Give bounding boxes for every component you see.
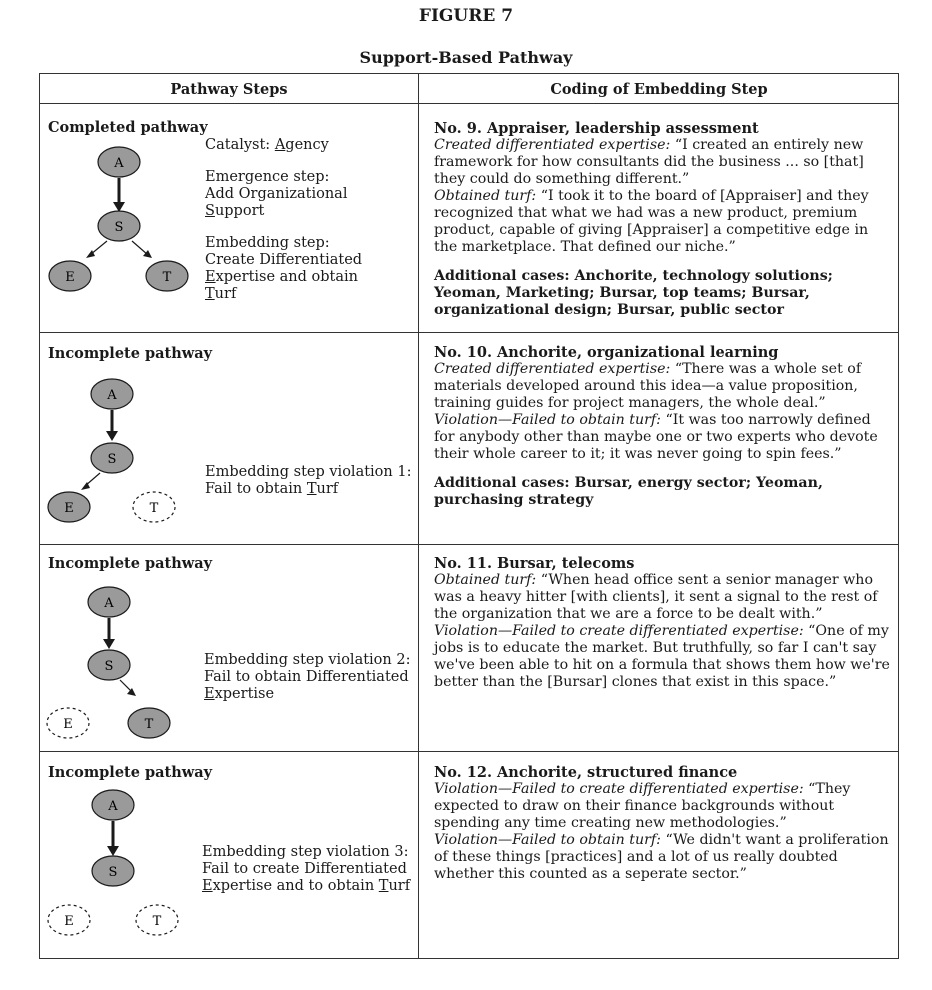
column-header-coding: Coding of Embedding Step xyxy=(550,81,768,98)
additional-cases: Additional cases: Bursar, energy sector; Yeoman, purchasing strategy xyxy=(434,475,823,508)
node-s-label: S xyxy=(108,865,118,880)
row-3-left xyxy=(40,545,418,751)
node-a-label: A xyxy=(114,156,124,171)
quote-1: Violation—Failed to create differentiated expertise: “They expected to draw on their finance backgrounds without spending any time creating new methodologies.” xyxy=(434,781,851,831)
node-e-label: E xyxy=(64,914,74,929)
node-e-label: E xyxy=(64,501,74,516)
violation-3-step: Embedding step violation 3: Fail to create Differentiated Expertise and to obtain Turf xyxy=(202,844,411,894)
quote-1: Created differentiated expertise: “I created an entirely new framework for how consultants did the business ... so [that] they could do something different.” xyxy=(434,137,864,187)
node-a-label: A xyxy=(104,596,114,611)
figure-subtitle: Support-Based Pathway xyxy=(359,48,573,67)
arrowhead-a-s xyxy=(103,639,115,649)
row-4-right xyxy=(419,752,899,958)
embedding-step: Embedding step: Create Differentiated Expertise and obtain Turf xyxy=(205,235,363,302)
node-e-label: E xyxy=(63,717,73,732)
case-title: No. 10. Anchorite, organizational learning xyxy=(434,344,779,361)
catalyst-step: Catalyst: Agency xyxy=(205,137,329,153)
row-4-left xyxy=(40,752,418,958)
row-1-steps xyxy=(205,137,415,303)
row-4-label: Incomplete pathway xyxy=(48,764,213,781)
row-1-right xyxy=(419,104,899,332)
row-2-label: Incomplete pathway xyxy=(48,345,213,362)
row-2-left xyxy=(40,333,418,544)
row-4-coding xyxy=(434,764,892,883)
row-3-coding xyxy=(434,555,892,691)
arrowhead-a-s xyxy=(106,431,118,441)
row-2-coding xyxy=(434,344,892,509)
arrowhead-s-t xyxy=(127,688,136,696)
node-t-label: T xyxy=(162,270,172,285)
quote-1: Created differentiated expertise: “There was a whole set of materials developed around this idea—a value proposition, training guides for project managers, the whole deal.” xyxy=(434,361,862,411)
node-t-label: T xyxy=(152,914,162,929)
node-a-label: A xyxy=(108,799,118,814)
column-header-pathway-steps: Pathway Steps xyxy=(170,81,288,98)
violation-1-step: Embedding step violation 1: Fail to obtain Turf xyxy=(205,464,412,497)
additional-cases: Additional cases: Anchorite, technology solutions; Yeoman, Marketing; Bursar, top teams; Bursar, organizational design; Bursar, public sector xyxy=(434,268,833,318)
node-s-label: S xyxy=(104,659,114,674)
node-e-label: E xyxy=(65,270,75,285)
node-t-label: T xyxy=(149,501,159,516)
row-1-label: Completed pathway xyxy=(48,119,208,136)
row-3-right xyxy=(419,545,899,751)
node-a-label: A xyxy=(107,388,117,403)
row-2-diagram xyxy=(40,333,240,544)
case-title: No. 12. Anchorite, structured finance xyxy=(434,764,738,781)
row-1-coding xyxy=(434,120,892,319)
node-s-label: S xyxy=(114,220,124,235)
arrowhead-a-s xyxy=(107,846,119,856)
emergence-step: Emergence step: Add Organizational Support xyxy=(205,169,348,219)
row-2-right xyxy=(419,333,899,544)
violation-2-step: Embedding step violation 2: Fail to obtain Differentiated Expertise xyxy=(204,652,411,702)
quote-2: Obtained turf: “I took it to the board of [Appraiser] and they recognized that what we had was a new product, premium product, capable of giving [Appraiser] a competitive edge in the marketplace. That defined our niche.” xyxy=(434,188,869,255)
row-3-diagram xyxy=(40,545,240,751)
quote-2: Violation—Failed to obtain turf: “We didn't want a proliferation of these things [practices] and a lot of us really doubted whether this counted as a seperate sector.” xyxy=(434,832,889,882)
pathway-table xyxy=(39,73,899,959)
row-1-left xyxy=(40,104,418,332)
figure-title: FIGURE 7 xyxy=(418,6,514,26)
node-s-label: S xyxy=(107,452,117,467)
case-title: No. 11. Bursar, telecoms xyxy=(434,555,635,572)
quote-1: Obtained turf: “When head office sent a senior manager who was a heavy hitter [with clients], it sent a signal to the rest of the organization that we are a force to be dealt with.” xyxy=(434,572,878,622)
quote-2: Violation—Failed to obtain turf: “It was too narrowly defined for anybody other than maybe one or two experts who devote their whole career to it; it was never going to spin fees.” xyxy=(434,412,878,462)
quote-2: Violation—Failed to create differentiated expertise: “One of my jobs is to educate the market. But truthfully, so far I can't say we've been able to hit on a formula that shows them how we're better than the [Bursar] clones that exist in this space.” xyxy=(434,623,890,690)
case-title: No. 9. Appraiser, leadership assessment xyxy=(434,120,759,137)
node-t-label: T xyxy=(144,717,154,732)
arrowhead-s-e xyxy=(86,250,95,258)
row-3-label: Incomplete pathway xyxy=(48,555,213,572)
